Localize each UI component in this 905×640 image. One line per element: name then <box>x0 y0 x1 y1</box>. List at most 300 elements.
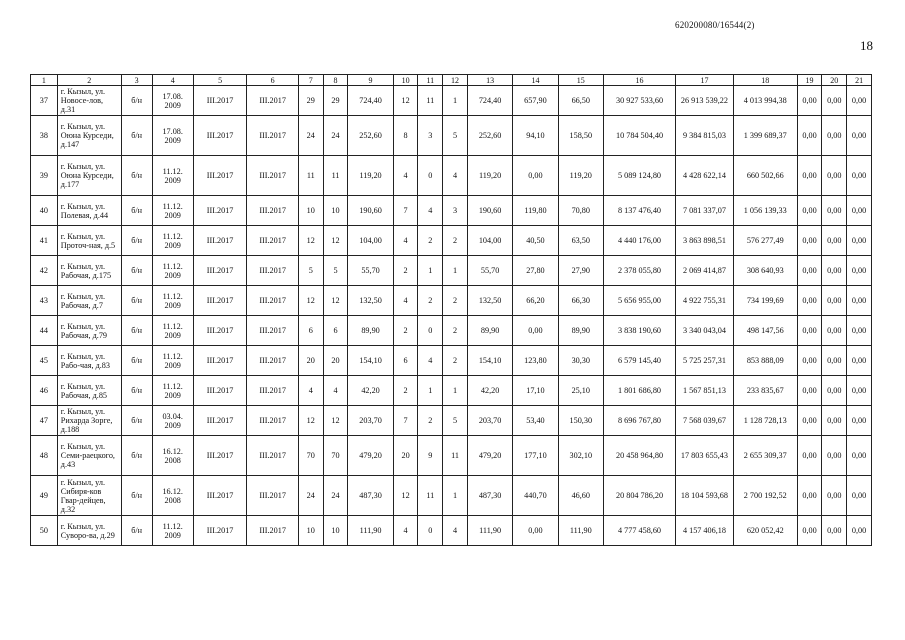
table-cell: 6 <box>393 346 418 376</box>
table-cell: 203,70 <box>348 406 393 436</box>
table-cell: 150,30 <box>558 406 603 436</box>
table-cell: 111,90 <box>558 516 603 546</box>
table-cell: 12 <box>393 476 418 516</box>
table-cell: 154,10 <box>467 346 512 376</box>
table-cell: 0,00 <box>847 376 872 406</box>
table-cell: 70 <box>323 436 348 476</box>
address-cell: г. Кызыл, ул. Семи-раецкого, д.43 <box>57 436 121 476</box>
table-cell: 2 069 414,87 <box>676 256 734 286</box>
table-cell: 10 <box>298 516 323 546</box>
table-cell: 308 640,93 <box>733 256 797 286</box>
table-cell: б/н <box>121 376 152 406</box>
table-cell: 0,00 <box>797 376 822 406</box>
table-row <box>31 436 872 476</box>
column-header: 8 <box>323 75 348 86</box>
table-cell: 657,90 <box>513 86 558 116</box>
table-cell: 12 <box>298 286 323 316</box>
table-cell: 5 <box>443 406 468 436</box>
table-row <box>31 156 872 196</box>
table-cell: III.2017 <box>193 116 247 156</box>
column-header: 17 <box>676 75 734 86</box>
table-cell: 0,00 <box>847 256 872 286</box>
table-cell: 24 <box>298 116 323 156</box>
table-cell: 0 <box>418 516 443 546</box>
table-cell: 0,00 <box>822 476 847 516</box>
table-cell: 2 <box>393 376 418 406</box>
table-cell: 12 <box>323 406 348 436</box>
document-id: 620200080/16544(2) <box>675 20 755 30</box>
table-cell: 660 502,66 <box>733 156 797 196</box>
table-cell: 4 <box>443 156 468 196</box>
table-cell: 302,10 <box>558 436 603 476</box>
table-cell: 11.12. 2009 <box>152 226 193 256</box>
table-cell: III.2017 <box>247 316 299 346</box>
table-cell: 203,70 <box>467 406 512 436</box>
address-cell: г. Кызыл, ул. Новосе-лов, д.31 <box>57 86 121 116</box>
table-cell: 154,10 <box>348 346 393 376</box>
column-header: 6 <box>247 75 299 86</box>
table-cell: 8 696 767,80 <box>603 406 675 436</box>
table-cell: 46,60 <box>558 476 603 516</box>
table-cell: 10 784 504,40 <box>603 116 675 156</box>
table-cell: 4 013 994,38 <box>733 86 797 116</box>
column-header: 4 <box>152 75 193 86</box>
table-cell: 20 804 786,20 <box>603 476 675 516</box>
table-cell: III.2017 <box>193 346 247 376</box>
table-cell: 12 <box>298 226 323 256</box>
table-cell: 111,90 <box>467 516 512 546</box>
table-cell: 119,80 <box>513 196 558 226</box>
table-cell: III.2017 <box>247 376 299 406</box>
table-cell: 25,10 <box>558 376 603 406</box>
table-cell: 119,20 <box>467 156 512 196</box>
table-cell: 50 <box>31 516 58 546</box>
table-cell: III.2017 <box>193 256 247 286</box>
table-cell: 233 835,67 <box>733 376 797 406</box>
table-cell: III.2017 <box>247 476 299 516</box>
table-row <box>31 86 872 116</box>
table-cell: 0,00 <box>797 346 822 376</box>
header-row <box>31 75 872 86</box>
table-cell: 4 <box>418 346 443 376</box>
table-cell: 0,00 <box>822 406 847 436</box>
address-cell: г. Кызыл, ул. Рабочая, д.85 <box>57 376 121 406</box>
table-cell: 5 <box>298 256 323 286</box>
column-header: 15 <box>558 75 603 86</box>
column-header: 19 <box>797 75 822 86</box>
table-cell: 4 440 176,00 <box>603 226 675 256</box>
table-cell: 0,00 <box>847 476 872 516</box>
table-row <box>31 316 872 346</box>
table-cell: 1 567 851,13 <box>676 376 734 406</box>
table-cell: 0,00 <box>513 156 558 196</box>
table-cell: 48 <box>31 436 58 476</box>
table-cell: 2 700 192,52 <box>733 476 797 516</box>
table-cell: 0,00 <box>847 516 872 546</box>
table-cell: 5 656 955,00 <box>603 286 675 316</box>
column-header: 13 <box>467 75 512 86</box>
table-cell: б/н <box>121 406 152 436</box>
table-cell: III.2017 <box>247 256 299 286</box>
table-cell: 16.12. 2008 <box>152 476 193 516</box>
column-header: 12 <box>443 75 468 86</box>
table-cell: III.2017 <box>193 406 247 436</box>
table-cell: 724,40 <box>467 86 512 116</box>
table-cell: 41 <box>31 226 58 256</box>
table-row <box>31 256 872 286</box>
table-cell: 10 <box>298 196 323 226</box>
table-cell: III.2017 <box>193 376 247 406</box>
table-cell: 40 <box>31 196 58 226</box>
table-cell: 24 <box>323 116 348 156</box>
table-cell: 63,50 <box>558 226 603 256</box>
table-cell: 0,00 <box>847 86 872 116</box>
table-row <box>31 406 872 436</box>
table-cell: 49 <box>31 476 58 516</box>
table-cell: 4 <box>323 376 348 406</box>
table-cell: 0,00 <box>847 406 872 436</box>
table-cell: 30 927 533,60 <box>603 86 675 116</box>
table-cell: 0,00 <box>797 156 822 196</box>
table-cell: 0,00 <box>513 516 558 546</box>
table-cell: 5 <box>443 116 468 156</box>
table-cell: 6 579 145,40 <box>603 346 675 376</box>
table-cell: 27,80 <box>513 256 558 286</box>
table-cell: 620 052,42 <box>733 516 797 546</box>
table-cell: б/н <box>121 516 152 546</box>
table-cell: III.2017 <box>247 156 299 196</box>
table-cell: 2 <box>393 316 418 346</box>
table-cell: 4 <box>393 286 418 316</box>
table-cell: б/н <box>121 116 152 156</box>
column-header: 21 <box>847 75 872 86</box>
table-cell: 3 863 898,51 <box>676 226 734 256</box>
table-cell: III.2017 <box>193 196 247 226</box>
table-cell: 0,00 <box>822 196 847 226</box>
table-cell: 11 <box>323 156 348 196</box>
table-cell: 89,90 <box>467 316 512 346</box>
table-cell: 0,00 <box>847 286 872 316</box>
table-cell: 0,00 <box>513 316 558 346</box>
table-body <box>31 86 872 546</box>
table-cell: 11 <box>443 436 468 476</box>
table-cell: 111,90 <box>348 516 393 546</box>
table-cell: 66,20 <box>513 286 558 316</box>
table-cell: 4 <box>393 156 418 196</box>
table-cell: 104,00 <box>348 226 393 256</box>
table-cell: 0,00 <box>847 436 872 476</box>
table-cell: 53,40 <box>513 406 558 436</box>
table-cell: III.2017 <box>247 436 299 476</box>
table-cell: 0,00 <box>797 316 822 346</box>
table-cell: 1 <box>443 476 468 516</box>
address-cell: г. Кызыл, ул. Сибиря-ков Гвар-дейцев, д.32 <box>57 476 121 516</box>
table-cell: 2 655 309,37 <box>733 436 797 476</box>
table-cell: 479,20 <box>467 436 512 476</box>
table-cell: 20 458 964,80 <box>603 436 675 476</box>
table-cell: 487,30 <box>467 476 512 516</box>
table-cell: 0,00 <box>847 196 872 226</box>
table-cell: 55,70 <box>348 256 393 286</box>
table-cell: 47 <box>31 406 58 436</box>
column-header: 1 <box>31 75 58 86</box>
table-cell: 4 922 755,31 <box>676 286 734 316</box>
table-cell: 40,50 <box>513 226 558 256</box>
table-cell: 1 <box>443 256 468 286</box>
table-cell: 3 <box>418 116 443 156</box>
table-cell: 20 <box>298 346 323 376</box>
table-cell: III.2017 <box>247 286 299 316</box>
table-cell: 17.08. 2009 <box>152 86 193 116</box>
page-number: 18 <box>860 38 873 53</box>
table-cell: 12 <box>323 226 348 256</box>
table-cell: 7 568 039,67 <box>676 406 734 436</box>
table-cell: 158,50 <box>558 116 603 156</box>
table-cell: 0,00 <box>822 346 847 376</box>
table-cell: 2 <box>443 286 468 316</box>
table-cell: 11.12. 2009 <box>152 316 193 346</box>
table-cell: 12 <box>323 286 348 316</box>
table-cell: 0,00 <box>847 116 872 156</box>
address-cell: г. Кызыл, ул. Рабочая, д.7 <box>57 286 121 316</box>
table-cell: III.2017 <box>247 226 299 256</box>
table-cell: 6 <box>298 316 323 346</box>
column-header: 2 <box>57 75 121 86</box>
table-cell: 55,70 <box>467 256 512 286</box>
table-cell: 1 128 728,13 <box>733 406 797 436</box>
table-cell: 0,00 <box>797 116 822 156</box>
table-cell: 27,90 <box>558 256 603 286</box>
table-cell: 9 <box>418 436 443 476</box>
table-row <box>31 286 872 316</box>
table-cell: 0,00 <box>797 286 822 316</box>
table-row <box>31 516 872 546</box>
column-header: 11 <box>418 75 443 86</box>
table-cell: 2 378 055,80 <box>603 256 675 286</box>
column-header: 5 <box>193 75 247 86</box>
table-cell: 4 <box>393 516 418 546</box>
table-cell: 11 <box>298 156 323 196</box>
table-cell: 8 <box>393 116 418 156</box>
table-cell: б/н <box>121 196 152 226</box>
table-cell: 1 <box>418 376 443 406</box>
table-cell: 7 <box>393 406 418 436</box>
table-cell: 252,60 <box>348 116 393 156</box>
table-cell: III.2017 <box>193 156 247 196</box>
column-header: 9 <box>348 75 393 86</box>
table-cell: 24 <box>323 476 348 516</box>
table-cell: 0,00 <box>822 226 847 256</box>
table-cell: 1 801 686,80 <box>603 376 675 406</box>
table-cell: 30,30 <box>558 346 603 376</box>
table-cell: 1 399 689,37 <box>733 116 797 156</box>
table-cell: 94,10 <box>513 116 558 156</box>
table-cell: 29 <box>323 86 348 116</box>
column-header: 14 <box>513 75 558 86</box>
table-cell: 46 <box>31 376 58 406</box>
table-cell: 0,00 <box>822 316 847 346</box>
address-cell: г. Кызыл, ул. Оюна Курседи, д.147 <box>57 116 121 156</box>
column-header: 10 <box>393 75 418 86</box>
table-cell: 70,80 <box>558 196 603 226</box>
table-cell: 4 777 458,60 <box>603 516 675 546</box>
table-cell: 724,40 <box>348 86 393 116</box>
table-cell: 853 888,09 <box>733 346 797 376</box>
table-cell: 37 <box>31 86 58 116</box>
table-cell: 45 <box>31 346 58 376</box>
table-row <box>31 226 872 256</box>
table-row <box>31 476 872 516</box>
table-cell: 17 803 655,43 <box>676 436 734 476</box>
table-cell: 0,00 <box>822 516 847 546</box>
table-cell: 38 <box>31 116 58 156</box>
table-cell: 11.12. 2009 <box>152 376 193 406</box>
table-cell: 42 <box>31 256 58 286</box>
table-cell: 479,20 <box>348 436 393 476</box>
table-cell: 42,20 <box>467 376 512 406</box>
table-cell: 190,60 <box>467 196 512 226</box>
address-cell: г. Кызыл, ул. Проточ-ная, д.5 <box>57 226 121 256</box>
table-cell: 24 <box>298 476 323 516</box>
table-cell: 11.12. 2009 <box>152 516 193 546</box>
table-cell: III.2017 <box>193 476 247 516</box>
column-header: 18 <box>733 75 797 86</box>
table-cell: 5 <box>323 256 348 286</box>
table-cell: 42,20 <box>348 376 393 406</box>
column-header: 20 <box>822 75 847 86</box>
table-cell: 7 081 337,07 <box>676 196 734 226</box>
table-cell: 1 <box>418 256 443 286</box>
table-cell: б/н <box>121 256 152 286</box>
table-cell: 0,00 <box>797 436 822 476</box>
table-cell: 70 <box>298 436 323 476</box>
table-cell: 17.08. 2009 <box>152 116 193 156</box>
table-cell: 16.12. 2008 <box>152 436 193 476</box>
table-cell: 3 340 043,04 <box>676 316 734 346</box>
address-cell: г. Кызыл, ул. Рабочая, д.175 <box>57 256 121 286</box>
table-row <box>31 376 872 406</box>
table-cell: 0,00 <box>797 86 822 116</box>
table-cell: III.2017 <box>247 116 299 156</box>
table-cell: 1 <box>443 376 468 406</box>
table-cell: 7 <box>393 196 418 226</box>
table-row <box>31 116 872 156</box>
table-cell: 11.12. 2009 <box>152 196 193 226</box>
table-cell: б/н <box>121 286 152 316</box>
table-cell: 20 <box>393 436 418 476</box>
table-cell: 6 <box>323 316 348 346</box>
table-cell: 18 104 593,68 <box>676 476 734 516</box>
address-cell: г. Кызыл, ул. Рабочая, д.79 <box>57 316 121 346</box>
table-cell: 11.12. 2009 <box>152 346 193 376</box>
table-cell: 4 <box>393 226 418 256</box>
table-cell: 4 157 406,18 <box>676 516 734 546</box>
table-cell: 0,00 <box>847 226 872 256</box>
table-cell: 0,00 <box>797 226 822 256</box>
table-cell: 17,10 <box>513 376 558 406</box>
table-cell: 0,00 <box>797 476 822 516</box>
table-cell: б/н <box>121 86 152 116</box>
table-cell: III.2017 <box>193 226 247 256</box>
table-cell: 0,00 <box>797 406 822 436</box>
table-cell: 0,00 <box>822 286 847 316</box>
table-cell: 0,00 <box>847 156 872 196</box>
table-cell: 104,00 <box>467 226 512 256</box>
table-cell: 2 <box>393 256 418 286</box>
table-cell: 0,00 <box>822 256 847 286</box>
table-cell: 5 725 257,31 <box>676 346 734 376</box>
table-cell: 0,00 <box>797 256 822 286</box>
table-cell: 43 <box>31 286 58 316</box>
table-cell: 66,50 <box>558 86 603 116</box>
table-cell: 11.12. 2009 <box>152 286 193 316</box>
table-cell: III.2017 <box>247 196 299 226</box>
table-cell: 190,60 <box>348 196 393 226</box>
table-cell: 177,10 <box>513 436 558 476</box>
table-cell: 4 428 622,14 <box>676 156 734 196</box>
table-cell: 2 <box>443 346 468 376</box>
table-cell: 1 <box>443 86 468 116</box>
table-cell: 4 <box>443 516 468 546</box>
table-cell: 66,30 <box>558 286 603 316</box>
table-cell: III.2017 <box>247 406 299 436</box>
table-cell: 132,50 <box>348 286 393 316</box>
table-cell: III.2017 <box>193 86 247 116</box>
table-cell: III.2017 <box>247 346 299 376</box>
table-cell: б/н <box>121 476 152 516</box>
table-cell: б/н <box>121 156 152 196</box>
table-cell: III.2017 <box>193 316 247 346</box>
table-cell: 12 <box>298 406 323 436</box>
table-cell: 10 <box>323 196 348 226</box>
table-cell: 3 838 190,60 <box>603 316 675 346</box>
table-cell: 11.12. 2009 <box>152 156 193 196</box>
column-header: 3 <box>121 75 152 86</box>
table-cell: 0,00 <box>822 86 847 116</box>
table-cell: 0,00 <box>822 436 847 476</box>
table-cell: 576 277,49 <box>733 226 797 256</box>
table-cell: 29 <box>298 86 323 116</box>
table-cell: 4 <box>418 196 443 226</box>
table-cell: 0,00 <box>797 516 822 546</box>
table-cell: III.2017 <box>193 516 247 546</box>
column-header: 7 <box>298 75 323 86</box>
table-cell: б/н <box>121 316 152 346</box>
table-cell: 734 199,69 <box>733 286 797 316</box>
table-cell: 11 <box>418 86 443 116</box>
table-cell: III.2017 <box>247 516 299 546</box>
column-header: 16 <box>603 75 675 86</box>
table-cell: 2 <box>443 226 468 256</box>
table-cell: 2 <box>418 286 443 316</box>
data-table <box>30 74 872 546</box>
table-cell: 2 <box>418 226 443 256</box>
table-cell: 3 <box>443 196 468 226</box>
table-cell: 498 147,56 <box>733 316 797 346</box>
table-cell: 89,90 <box>558 316 603 346</box>
table-cell: 89,90 <box>348 316 393 346</box>
table-cell: 8 137 476,40 <box>603 196 675 226</box>
table-cell: 119,20 <box>558 156 603 196</box>
table-cell: 0,00 <box>822 116 847 156</box>
table-cell: 0,00 <box>797 196 822 226</box>
table-cell: б/н <box>121 346 152 376</box>
table-cell: 0,00 <box>847 346 872 376</box>
table-cell: 132,50 <box>467 286 512 316</box>
table-cell: 11.12. 2009 <box>152 256 193 286</box>
table-cell: 12 <box>393 86 418 116</box>
table-cell: 123,80 <box>513 346 558 376</box>
